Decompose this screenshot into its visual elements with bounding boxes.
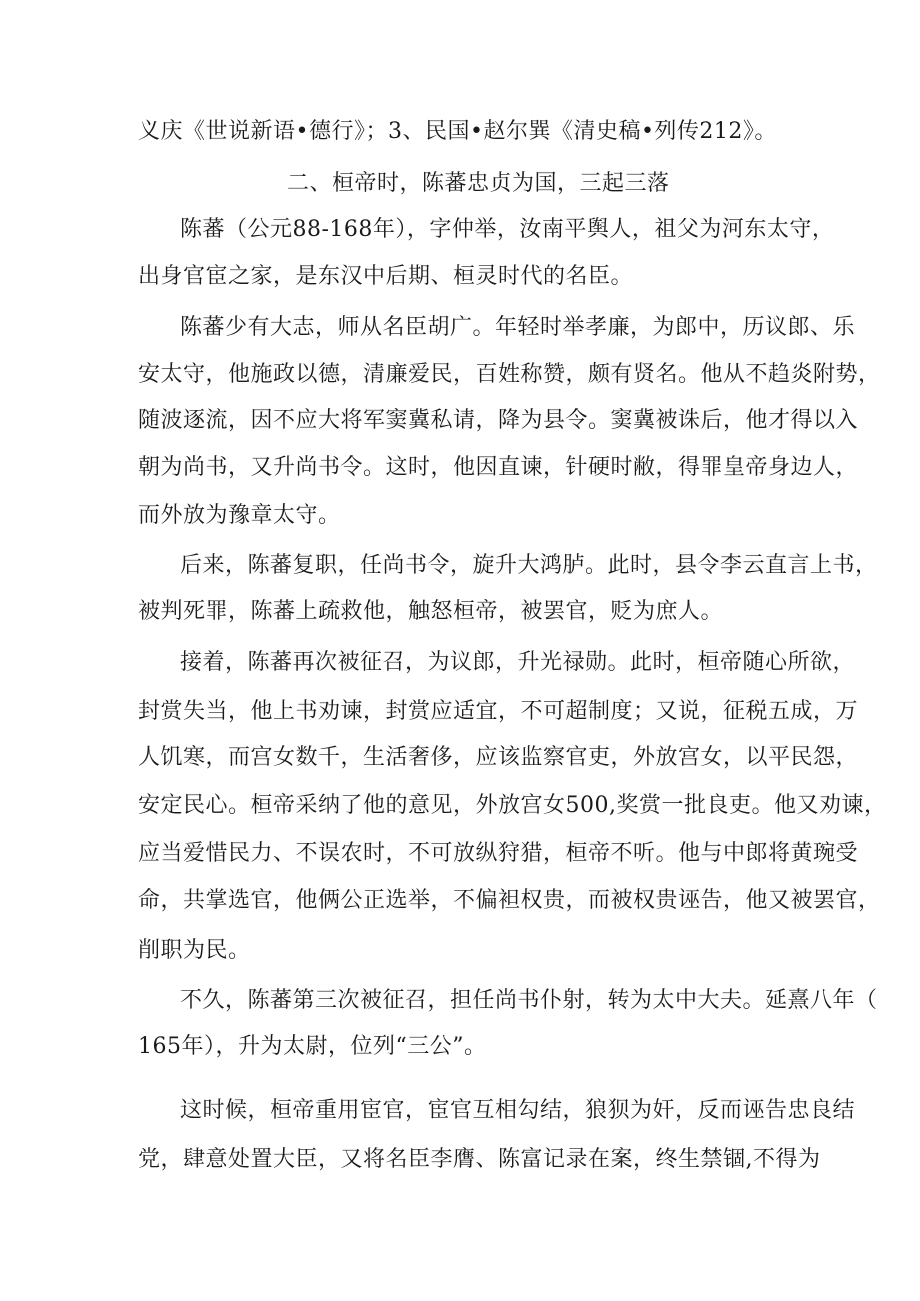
text-line: 而外放为豫章太守。 bbox=[138, 503, 341, 528]
text-line: 165年），升为太尉，位列“三公”。 bbox=[138, 1034, 487, 1059]
section-heading: 二、桓帝时，陈蕃忠贞为国，三起三落 bbox=[287, 171, 670, 196]
text-line: 义庆《世说新语•德行》；3、民国•赵尔巽《清史稿•列传212》。 bbox=[138, 119, 777, 144]
text-line: 应当爱惜民力、不误农时，不可放纵狩猎，桓帝不听。他与中郎将黄琬受 bbox=[138, 841, 859, 866]
text-line: 陈蕃少有大志，师从名臣胡广。年轻时举孝廉，为郎中，历议郎、乐 bbox=[180, 315, 856, 340]
text-line: 被判死罪，陈蕃上疏救他，触怒桓帝，被罢官，贬为庶人。 bbox=[138, 599, 724, 624]
text-line: 安太守，他施政以德，清廉爱民，百姓称赞，颇有贤名。他从不趋炎附势， bbox=[138, 362, 881, 387]
text-line: 后来，陈蕃复职，任尚书令，旋升大鸿胪。此时，县令李云直言上书， bbox=[180, 553, 878, 578]
text-line: 这时候，桓帝重用宦官，宦官互相勾结，狼狈为奸，反而诬告忠良结 bbox=[180, 1098, 856, 1123]
text-line: 人饥寒，而宫女数千，生活奢侈，应该监察官吏，外放宫女，以平民怨， bbox=[138, 745, 859, 770]
text-line: 随波逐流，因不应大将军窦冀私请，降为县令。窦冀被诛后，他才得以入 bbox=[138, 408, 859, 433]
text-line: 不久，陈蕃第三次被征召，担任尚书仆射，转为太中大夫。延熹八年（ bbox=[180, 988, 878, 1013]
text-line: 朝为尚书，又升尚书令。这时，他因直谏，针硬时敝，得罪皇帝身边人， bbox=[138, 455, 859, 480]
text-line: 安定民心。桓帝采纳了他的意见，外放宫女500,奖赏一批良吏。他又劝谏， bbox=[138, 793, 887, 818]
text-line: 党，肆意处置大臣，又将名臣李膺、陈富记录在案，终生禁锢,不得为 bbox=[138, 1147, 821, 1172]
text-line: 封赏失当，他上书劝谏，封赏应适宜，不可超制度；又说，征税五成，万 bbox=[138, 699, 859, 724]
text-line: 削职为民。 bbox=[138, 938, 251, 963]
text-line: 陈蕃（公元88-168年），字仲举，汝南平舆人，祖父为河东太守， bbox=[180, 217, 835, 242]
text-line: 接着，陈蕃再次被征召，为议郎，升光禄勋。此时，桓帝随心所欲， bbox=[180, 650, 856, 675]
text-line: 命，共掌选官，他俩公正选举，不偏袒权贵，而被权贵诬告，他又被罢官， bbox=[138, 888, 881, 913]
text-line: 出身官宦之家，是东汉中后期、桓灵时代的名臣。 bbox=[138, 264, 634, 289]
